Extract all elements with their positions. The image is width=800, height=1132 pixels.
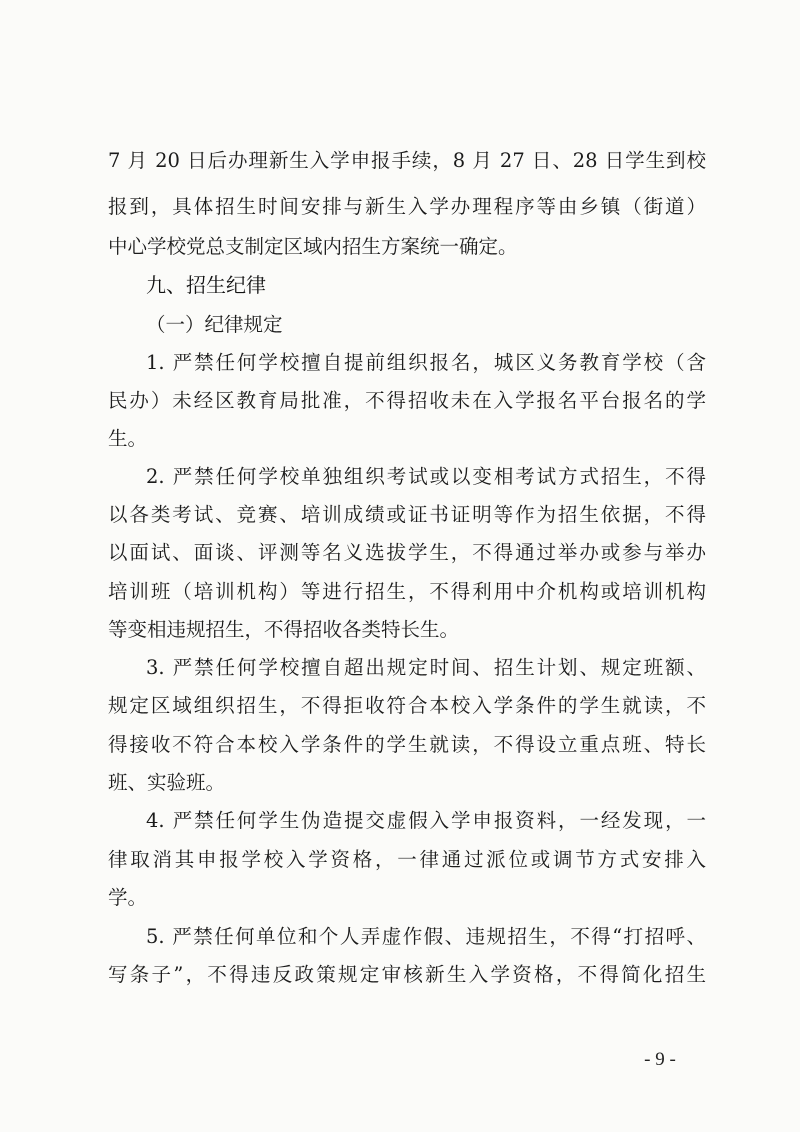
text-line: 律取消其申报学校入学资格，一律通过派位或调节方式安排入 xyxy=(108,848,706,871)
text-line: 培训班（培训机构）等进行招生，不得利用中介机构或培训机构 xyxy=(108,580,706,603)
text-line: 1. 严禁任何学校擅自提前组织报名，城区义务教育学校（含 xyxy=(146,351,706,374)
text-line: 学。 xyxy=(108,886,148,909)
text-line: 规定区域组织招生，不得拒收符合本校入学条件的学生就读，不 xyxy=(108,694,706,717)
text-line: 生。 xyxy=(108,427,148,450)
text-line: 4. 严禁任何学生伪造提交虚假入学申报资料，一经发现，一 xyxy=(146,809,706,832)
text-line: 民办）未经区教育局批准，不得招收未在入学报名平台报名的学 xyxy=(108,389,706,412)
text-line: 班、实验班。 xyxy=(108,771,226,794)
text-line: 报到，具体招生时间安排与新生入学办理程序等由乡镇（街道） xyxy=(108,195,706,218)
page-number: - 9 - xyxy=(644,1049,676,1070)
text-line: 写条子”，不得违反政策规定审核新生入学资格，不得简化招生 xyxy=(108,963,706,986)
text-line: 以面试、面谈、评测等名义选拔学生，不得通过举办或参与举办 xyxy=(108,541,706,564)
text-line: 7 月 20 日后办理新生入学申报手续，8 月 27 日、28 日学生到校 xyxy=(108,149,706,172)
text-line: 等变相违规招生，不得招收各类特长生。 xyxy=(108,618,460,641)
text-line: 中心学校党总支制定区域内招生方案统一确定。 xyxy=(108,235,518,258)
text-line: 2. 严禁任何学校单独组织考试或以变相考试方式招生，不得 xyxy=(146,465,706,488)
section-heading: 九、招生纪律 xyxy=(146,273,266,297)
text-line: 3. 严禁任何学校擅自超出规定时间、招生计划、规定班额、 xyxy=(146,656,706,679)
text-line: 得接收不符合本校入学条件的学生就读，不得设立重点班、特长 xyxy=(108,733,706,756)
text-line: 5. 严禁任何单位和个人弄虚作假、违规招生，不得“打招呼、 xyxy=(146,925,706,948)
subsection-heading: （一）纪律规定 xyxy=(146,313,283,336)
text-line: 以各类考试、竞赛、培训成绩或证书证明等作为招生依据，不得 xyxy=(108,503,706,526)
